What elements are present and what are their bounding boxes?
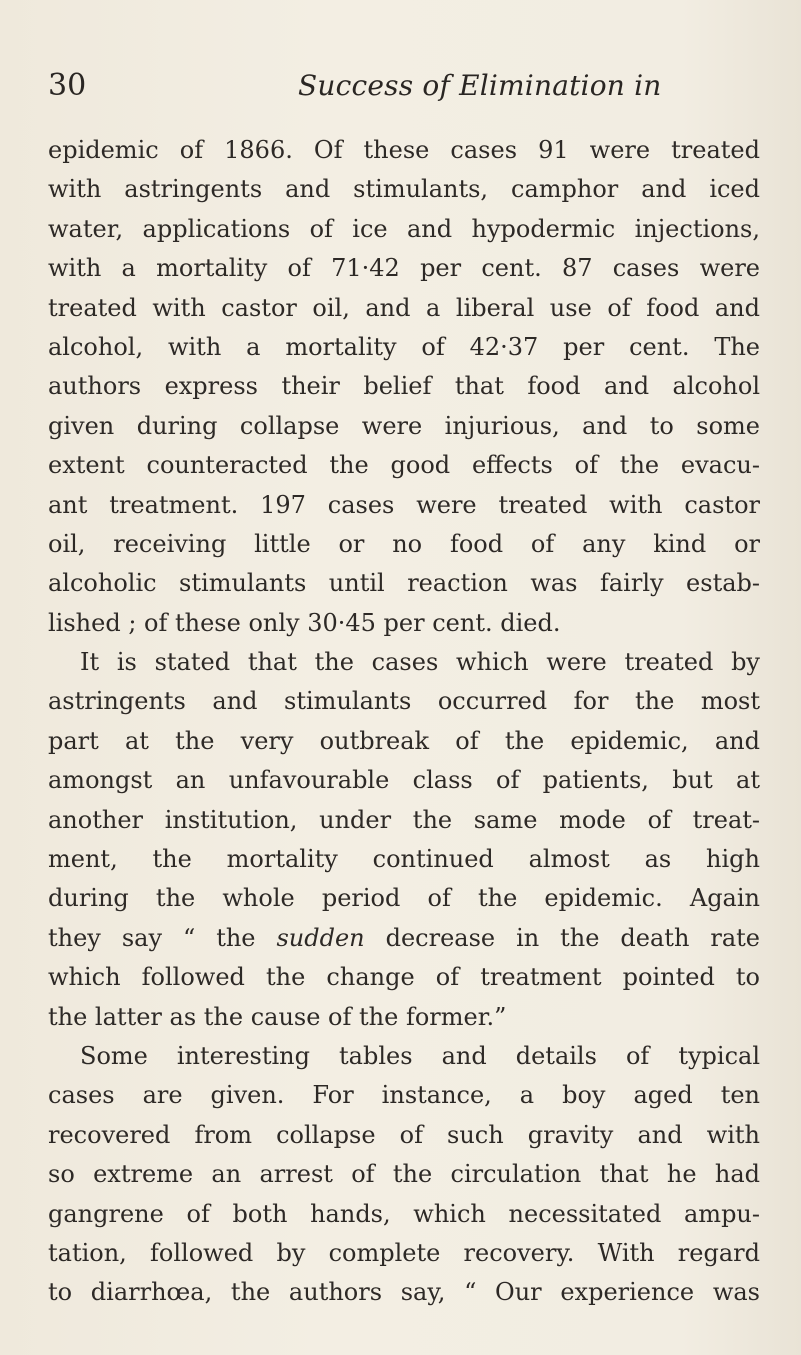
page-header: [48, 66, 748, 106]
text-line: the latter as the cause of the former.”: [48, 1002, 507, 1031]
text-line: amongst an unfavourable class of patients, but at: [48, 766, 760, 795]
text-line: cases are given. For instance, a boy aged ten: [48, 1081, 760, 1110]
text-line: alcoholic stimulants until reaction was fairly estab-: [48, 569, 760, 598]
paragraph: [48, 131, 760, 643]
text-line: with a mortality of 71·42 per cent. 87 cases were: [48, 254, 760, 283]
text-line: oil, receiving little or no food of any kind or: [48, 529, 760, 558]
text-line: part at the very outbreak of the epidemic, and: [48, 726, 760, 755]
text-line: ant treatment. 197 cases were treated with castor: [48, 490, 760, 519]
page-number: 30: [48, 68, 87, 103]
text-line: Some interesting tables and details of typical: [80, 1041, 760, 1070]
text-line: It is stated that the cases which were treated by: [80, 648, 760, 677]
text-line: during the whole period of the epidemic. Again: [48, 884, 760, 913]
text-line: with astringents and stimulants, camphor and iced: [48, 175, 760, 204]
text-line: astringents and stimulants occurred for the most: [48, 687, 760, 716]
text-line: another institution, under the same mode of treat-: [48, 805, 760, 834]
text-line: recovered from collapse of such gravity and with: [48, 1120, 760, 1149]
text-line: lished ; of these only 30·45 per cent. died.: [48, 608, 561, 637]
paragraph: [48, 643, 760, 1037]
text-line: treated with castor oil, and a liberal use of food and: [48, 293, 760, 322]
text-line: to diarrhœa, the authors say, “ Our experience was: [48, 1278, 760, 1307]
text-line: they say “ the sudden decrease in the death rate: [48, 923, 760, 952]
running-head: Success of Elimination in: [298, 69, 662, 102]
emphasis: sudden: [276, 923, 365, 952]
text-line: given during collapse were injurious, and to some: [48, 411, 760, 440]
text-line: epidemic of 1866. Of these cases 91 were treated: [48, 136, 760, 164]
text-line: so extreme an arrest of the circulation that he had: [48, 1160, 760, 1189]
text-line: ment, the mortality continued almost as high: [48, 845, 760, 874]
text-line: which followed the change of treatment pointed to: [48, 963, 760, 992]
text-line: tation, followed by complete recovery. With regard: [48, 1238, 760, 1267]
text-line: water, applications of ice and hypodermic injections,: [48, 214, 760, 243]
body-text: [48, 131, 760, 1313]
paragraph: [48, 1037, 760, 1313]
text-line: extent counteracted the good effects of the evacu-: [48, 451, 760, 480]
text-line: alcohol, with a mortality of 42·37 per cent. The: [48, 332, 760, 361]
text-line: authors express their belief that food and alcohol: [48, 372, 760, 401]
text-line: gangrene of both hands, which necessitated ampu-: [48, 1199, 760, 1228]
